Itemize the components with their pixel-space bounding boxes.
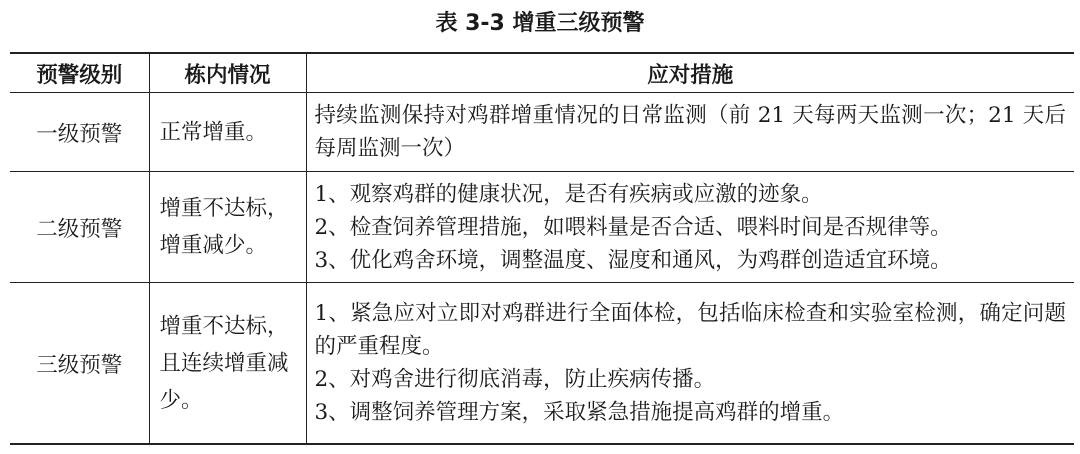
table-caption: 表 3-3 增重三级预警 (435, 11, 645, 36)
table-row-level-2 (10, 172, 1074, 283)
measure-item: 2、检查饲养管理措施，如喂料量是否合适、喂料时间是否规律等。 (314, 214, 952, 240)
measures-cell (306, 283, 1074, 445)
header-measures: 应对措施 (306, 53, 1074, 93)
header-condition: 栋内情况 (149, 53, 306, 93)
measure-item: 1、紧急应对立即对鸡群进行全面体检，包括临床检查和实验室检测，确定问题的严重程度。 (314, 301, 1066, 359)
level-cell: 二级预警 (10, 172, 149, 283)
measure-item: 2、对鸡舍进行彻底消毒，防止疾病传播。 (314, 367, 716, 392)
level-cell: 三级预警 (10, 283, 149, 445)
table-row-level-3 (10, 283, 1074, 445)
header-level: 预警级别 (10, 53, 149, 93)
measure-item: 3、优化鸡舍环境，调整温度、湿度和通风，为鸡群创造适宜环境。 (314, 247, 952, 273)
measures-cell (306, 93, 1074, 172)
measures-cell (306, 172, 1074, 283)
table-header-row (10, 53, 1074, 93)
measure-item: 3、调整饲养管理方案，采取紧急措施提高鸡群的增重。 (314, 400, 845, 425)
measure-item: 持续监测保持对鸡群增重情况的日常监测（前 21 天每两天监测一次；21 天后每周监测一次） (314, 103, 1066, 161)
table-row-level-1 (10, 93, 1074, 172)
warning-table (10, 52, 1074, 445)
condition-cell: 正常增重。 (149, 93, 306, 172)
condition-cell: 增重不达标，且连续增重减少。 (149, 283, 306, 445)
measure-item: 1、观察鸡群的健康状况，是否有疾病或应激的迹象。 (314, 181, 823, 207)
level-cell: 一级预警 (10, 93, 149, 172)
condition-cell: 增重不达标，增重减少。 (149, 172, 306, 283)
